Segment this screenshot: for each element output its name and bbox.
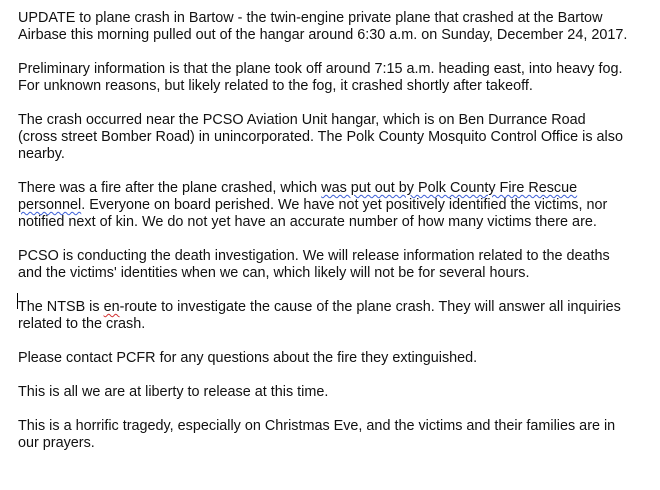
text-line: related to the crash. xyxy=(18,316,146,332)
text-line: UPDATE to plane crash in Bartow - the twin-engine private plane that crashed at the Bartow xyxy=(18,10,603,26)
text-line: and the victims' identities when we can, which likely will not be for several hours. xyxy=(18,265,530,281)
text-line: nearby. xyxy=(18,146,65,162)
text-line: For unknown reasons, but likely related to the fog, it crashed shortly after takeoff. xyxy=(18,78,533,94)
text-line xyxy=(18,299,648,316)
text-run: There was a fire after the plane crashed, which xyxy=(18,180,322,196)
paragraph-preliminary xyxy=(18,61,648,95)
text-caret xyxy=(17,293,18,309)
text-line: Airbase this morning pulled out of the hangar around 6:30 a.m. on Sunday, December 24, 2017. xyxy=(18,27,628,43)
text-line: This is a horrific tragedy, especially on Christmas Eve, and the victims and their families are in xyxy=(18,418,616,434)
text-line: (cross street Bomber Road) in unincorporated. The Polk County Mosquito Control Office is also xyxy=(18,129,623,145)
text-run: -route to investigate the cause of the plane crash. They will answer all inquiries xyxy=(119,299,621,315)
grammar-flag[interactable]: was put out by Polk County Fire Rescue xyxy=(321,180,578,196)
paragraph-ntsb xyxy=(18,299,648,333)
text-run: . Everyone on board perished. We have not yet positively identified the victims, nor xyxy=(81,197,608,213)
text-line: Preliminary information is that the plane took off around 7:15 a.m. heading east, into heavy fog. xyxy=(18,61,623,77)
paragraph-investigation xyxy=(18,248,648,282)
paragraph-location xyxy=(18,112,648,163)
paragraph-update xyxy=(18,10,648,44)
text-line: This is all we are at liberty to release at this time. xyxy=(18,384,329,400)
text-line: The crash occurred near the PCSO Aviation Unit hangar, which is on Ben Durrance Road xyxy=(18,112,586,128)
text-line xyxy=(18,180,648,197)
text-line xyxy=(18,197,648,214)
document-body[interactable] xyxy=(18,10,648,469)
paragraph-liberty xyxy=(18,384,648,401)
text-line: notified next of kin. We do not yet have an accurate number of how many victims there are. xyxy=(18,214,597,230)
text-line: PCSO is conducting the death investigation. We will release information related to the deaths xyxy=(18,248,610,264)
text-line: Please contact PCFR for any questions about the fire they extinguished. xyxy=(18,350,478,366)
grammar-flag[interactable]: personnel xyxy=(18,197,82,213)
text-run: The NTSB is xyxy=(18,299,104,315)
text-line: our prayers. xyxy=(18,435,95,451)
spelling-flag[interactable]: en xyxy=(103,299,120,315)
paragraph-contact xyxy=(18,350,648,367)
paragraph-tragedy xyxy=(18,418,648,452)
paragraph-fire xyxy=(18,180,648,231)
